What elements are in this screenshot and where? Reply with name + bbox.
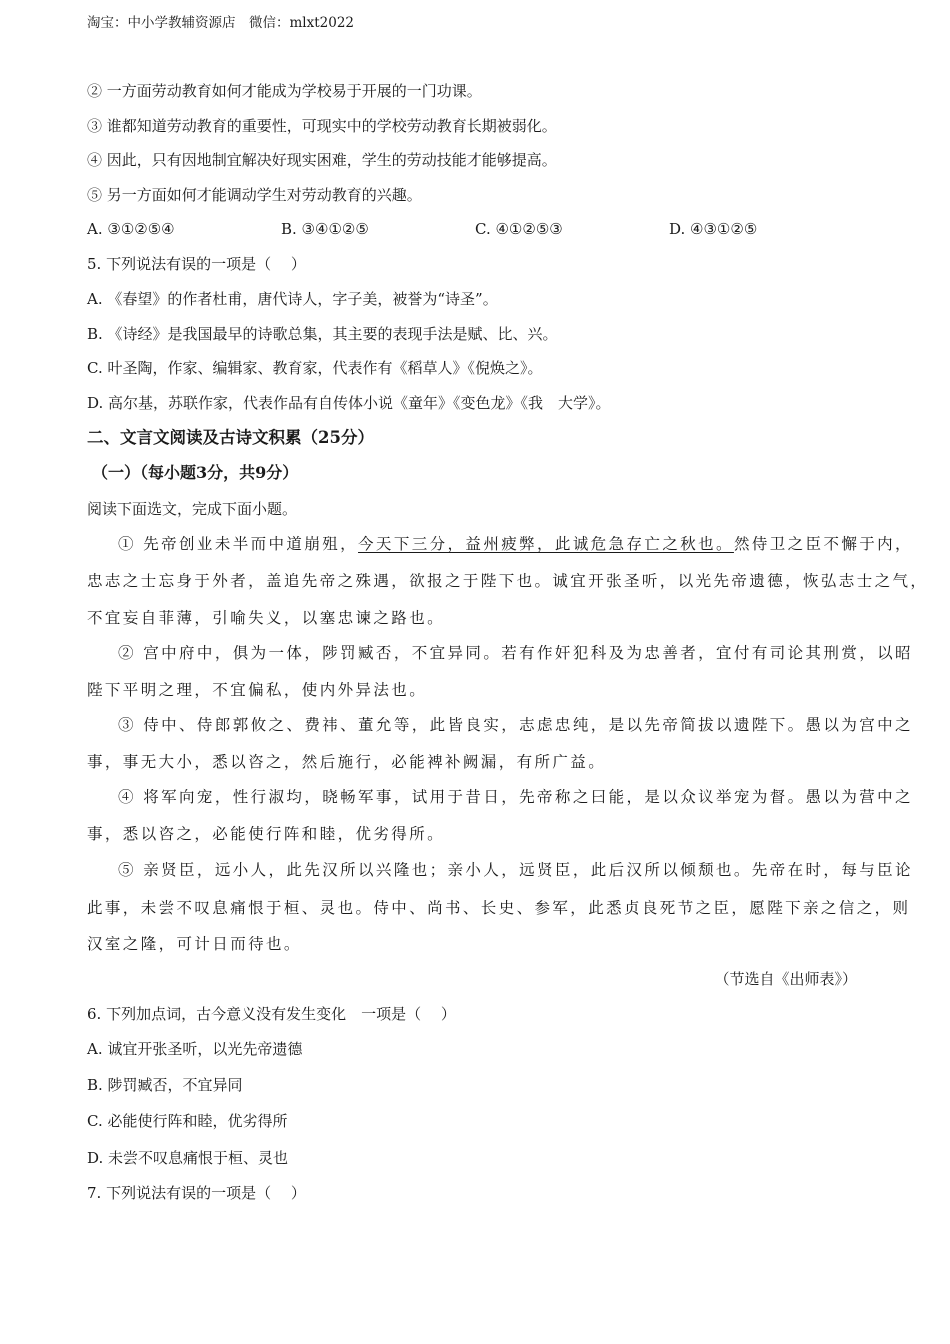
passage-p2-line2: 陛下平明之理，不宜偏私，使内外异法也。 — [87, 681, 428, 699]
passage-p3-line1: ③ 侍中、侍郎郭攸之、费祎、董允等，此皆良实，志虑忠纯，是以先帝简拔以遗陛下。愚以为宫中之 — [118, 716, 913, 734]
passage-p1-line3: 不宜妄自菲薄，引喻失义，以塞忠谏之路也。 — [87, 609, 446, 627]
passage-p5-line1: ⑤ 亲贤臣，远小人，此先汉所以兴隆也；亲小人，远贤臣，此后汉所以倾颓也。先帝在时，每与臣论 — [118, 861, 913, 879]
q5-option-d: D. 高尔基，苏联作家，代表作品有自传体小说《童年》《变色龙》《我 大学》。 — [87, 394, 611, 412]
q7-stem: 7. 下列说法有误的一项是（ ） — [87, 1184, 306, 1202]
q5-option-b: B. 《诗经》是我国最早的诗歌总集，其主要的表现手法是赋、比、兴。 — [87, 325, 558, 343]
section-title: 二、文言文阅读及古诗文积累（25分） — [87, 428, 374, 447]
sentence-2: ② 一方面劳动教育如何才能成为学校易于开展的一门功课。 — [87, 82, 482, 100]
part-title: （一）（每小题3分，共9分） — [92, 463, 299, 482]
passage-p1-line1 — [118, 534, 913, 554]
q5-stem: 5. 下列说法有误的一项是（ ） — [87, 255, 306, 273]
q5-option-c: C. 叶圣陶，作家、编辑家、教育家，代表作有《稻草人》《倪焕之》。 — [87, 359, 543, 377]
q6-option-c: C. 必能使行阵和睦，优劣得所 — [87, 1112, 288, 1130]
passage-p1-part-b: 然侍卫之臣不懈于内， — [733, 535, 913, 553]
underlined-sentence: 今天下三分，益州疲弊，此诚危急存亡之秋也。 — [358, 535, 734, 553]
q6-option-d: D. 未尝不叹息痛恨于桓、灵也 — [87, 1149, 289, 1167]
passage-p1-line2: 忠志之士忘身于外者，盖追先帝之殊遇，欲报之于陛下也。诚宜开张圣听，以光先帝遗德，恢弘志士之气， — [87, 572, 929, 590]
passage-source: （节选自《出师表》） — [714, 970, 857, 988]
q4-option-c: C. ④①②⑤③ — [475, 220, 563, 238]
q4-option-d: D. ④③①②⑤ — [669, 220, 758, 238]
passage-p1-part-a: ① 先帝创业未半而中道崩殂， — [118, 535, 359, 553]
passage-p2-line1: ② 宫中府中，俱为一体，陟罚臧否，不宜异同。若有作奸犯科及为忠善者，宜付有司论其刑赏，以昭 — [118, 644, 913, 662]
q6-stem: 6. 下列加点词，古今意义没有发生变化 一项是（ ） — [87, 1005, 456, 1023]
q6-option-b: B. 陟罚臧否，不宜异同 — [87, 1076, 243, 1094]
sentence-5: ⑤ 另一方面如何才能调动学生对劳动教育的兴趣。 — [87, 186, 422, 204]
passage-p5-line2: 此事，未尝不叹息痛恨于桓、灵也。侍中、尚书、长史、参军，此悉贞良死节之臣，愿陛下亲之信之，则 — [87, 899, 911, 917]
passage-p4-line1: ④ 将军向宠，性行淑均，晓畅军事，试用于昔日，先帝称之曰能，是以众议举宠为督。愚以为营中之 — [118, 788, 913, 806]
page-header: 淘宝：中小学教辅资源店 微信：mlxt2022 — [87, 15, 355, 31]
instruction: 阅读下面选文，完成下面小题。 — [87, 500, 298, 518]
passage-p4-line2: 事，悉以咨之，必能使行阵和睦，优劣得所。 — [87, 825, 446, 843]
sentence-3: ③ 谁都知道劳动教育的重要性，可现实中的学校劳动教育长期被弱化。 — [87, 117, 557, 135]
q4-option-b: B. ③④①②⑤ — [281, 220, 369, 238]
q5-option-a: A. 《春望》的作者杜甫，唐代诗人，字子美，被誉为“诗圣”。 — [87, 290, 498, 308]
q4-option-a: A. ③①②⑤④ — [87, 220, 175, 238]
q6-option-a: A. 诚宜开张圣听，以光先帝遗德 — [87, 1040, 303, 1058]
sentence-4: ④ 因此，只有因地制宜解决好现实困难，学生的劳动技能才能够提高。 — [87, 151, 557, 169]
passage-p3-line2: 事，事无大小，悉以咨之，然后施行，必能裨补阙漏，有所广益。 — [87, 753, 607, 771]
passage-p5-line3: 汉室之隆，可计日而待也。 — [87, 935, 302, 953]
